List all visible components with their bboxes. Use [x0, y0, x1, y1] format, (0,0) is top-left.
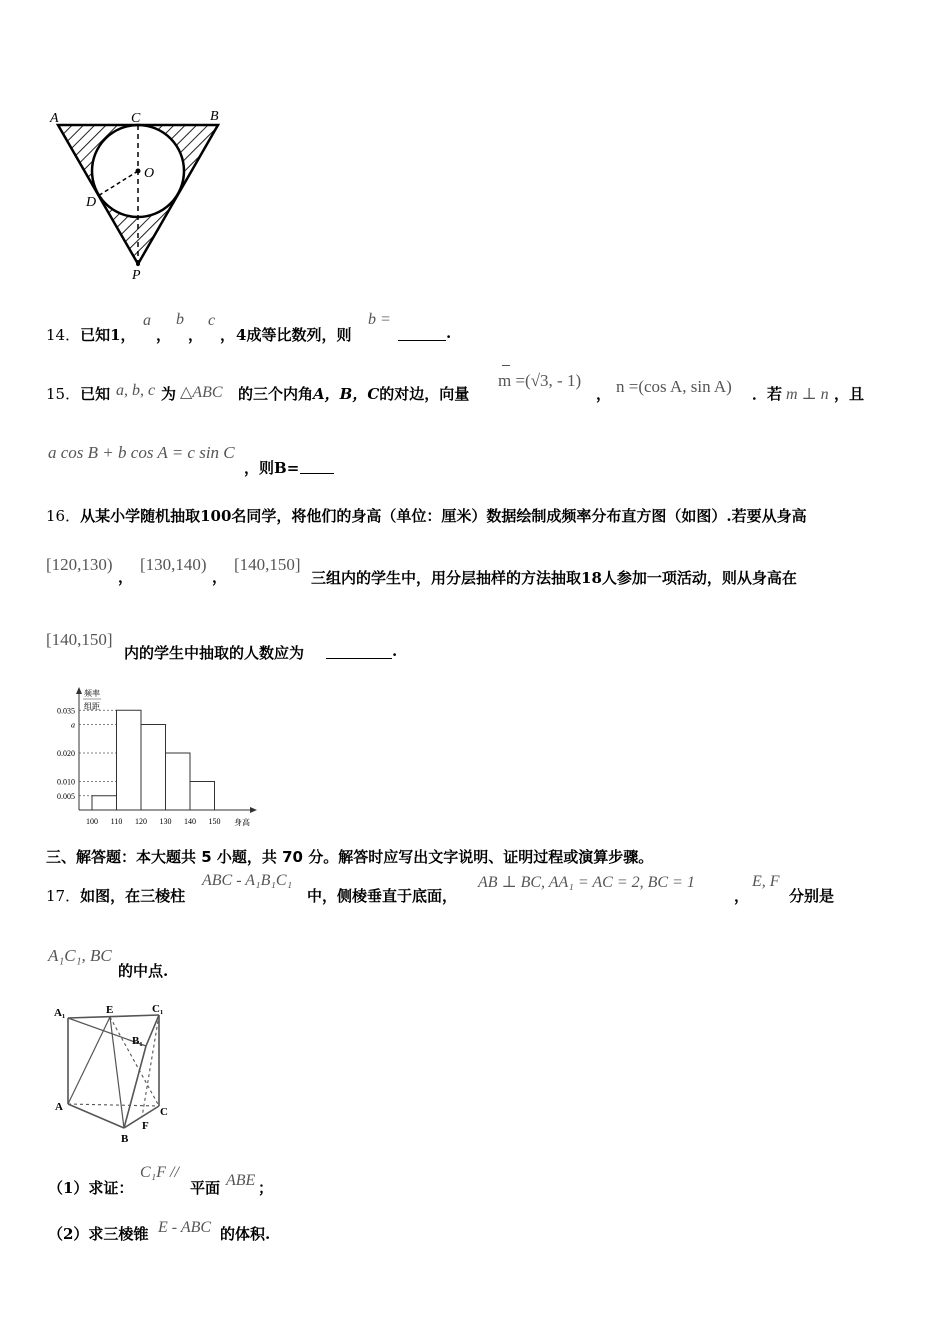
- q17-segments: A₁C₁, BC: [48, 946, 112, 965]
- y-tick-label: 0.035: [57, 706, 75, 716]
- q15-and: ，且: [834, 385, 865, 403]
- q16-comma-2: ，: [212, 568, 228, 586]
- histogram-bar: [141, 725, 166, 811]
- q16-n100: 100: [200, 507, 232, 525]
- q15-m-arrow: [502, 365, 510, 366]
- edge-ec-dashed: [110, 1017, 159, 1106]
- q14-pre: 已知: [80, 326, 111, 344]
- y-tick-label: 0.020: [57, 749, 75, 758]
- q15-ask-b: B=: [274, 459, 300, 477]
- x-tick-label: 150: [208, 817, 221, 826]
- frequency-histogram: [44, 684, 264, 834]
- q17-part2-expr: E - ABC: [158, 1219, 212, 1236]
- q14-comma-4: ，: [220, 326, 236, 344]
- question-16-line2: [311, 567, 797, 588]
- label-a1: A₁: [54, 1007, 66, 1019]
- q17-ef: E, F: [752, 873, 780, 890]
- label-b1: B₁: [132, 1035, 143, 1047]
- q15-vector-m: m =(√3, - 1): [498, 371, 582, 390]
- q17-part1-abe: ABE: [226, 1172, 256, 1189]
- q14-comma-2: ，: [156, 326, 172, 344]
- q17-prism: ABC - A₁B₁C₁: [202, 872, 293, 889]
- q15-comma: ，: [596, 385, 612, 403]
- q15-pre: 已知: [80, 385, 111, 403]
- q14-end: .: [446, 324, 452, 342]
- q14-number: 14．: [46, 326, 81, 344]
- label-p: P: [132, 268, 141, 283]
- q14-answer-blank[interactable]: [398, 326, 446, 341]
- q15-perp: m ⊥ n: [786, 386, 829, 403]
- q14-b-expr: b =: [368, 311, 391, 328]
- q15-then: ，则: [244, 459, 275, 477]
- question-14: [46, 324, 136, 345]
- edge-eb: [110, 1017, 124, 1128]
- q17-resp: 分别是: [789, 887, 835, 905]
- q16-answer-blank[interactable]: [326, 644, 392, 659]
- q16-line1: 从某小学随机抽取: [80, 507, 201, 525]
- q17-part1-expr: C₁F //: [140, 1164, 179, 1181]
- y-axis-label-top: 频率: [84, 689, 100, 698]
- x-axis-arrow: [250, 807, 257, 813]
- label-c: C: [131, 111, 141, 126]
- q16-interval-3: [140,150]: [234, 555, 301, 574]
- q17-part2-end: 的体积.: [220, 1225, 271, 1243]
- q17-part2-label: （2）求三棱锥: [48, 1225, 149, 1243]
- question-15: [46, 383, 110, 404]
- label-a: A: [55, 1101, 63, 1113]
- y-axis-label-bottom: 组距: [84, 702, 100, 711]
- label-b: B: [121, 1133, 129, 1145]
- question-16-line1: [46, 505, 807, 526]
- q15-is: 为: [161, 385, 177, 403]
- q17-pre: 如图，在三棱柱: [80, 887, 186, 905]
- histogram-bar: [190, 782, 215, 811]
- q16-end: .: [392, 642, 398, 660]
- histogram-bar: [166, 753, 191, 810]
- q17-part1-label: （1）求证：: [48, 1179, 134, 1197]
- histogram-bar: [117, 710, 142, 810]
- q14-comma: ，: [120, 326, 136, 344]
- q17-mids: 的中点.: [118, 962, 169, 980]
- x-tick-label: 130: [159, 817, 172, 826]
- q14-c: c: [208, 312, 216, 329]
- q17-part1-end: ；: [258, 1179, 274, 1197]
- y-tick-label: a: [71, 720, 75, 730]
- label-o: O: [144, 166, 155, 181]
- label-e: E: [106, 1004, 114, 1016]
- edge-ab: [68, 1104, 124, 1128]
- q14-one: 1: [110, 326, 121, 344]
- triangle-incircle-figure: [40, 100, 240, 290]
- q15-ask: [244, 457, 299, 478]
- q16-line2: 三组内的学生中，用分层抽样的方法抽取: [311, 569, 582, 587]
- q15-desc-2: 的对边，向量: [379, 385, 470, 403]
- q15-angles: A，B，C: [313, 385, 380, 403]
- q16-line2b: 人参加一项活动，则从身高在: [601, 569, 797, 587]
- q15-vars: a, b, c: [116, 382, 156, 399]
- label-d: D: [86, 195, 97, 210]
- q14-mid: [236, 324, 351, 345]
- q15-desc-1: 的三个内角: [238, 385, 314, 403]
- q17-condition: AB ⊥ BC, AA₁ = AC = 2, BC = 1: [478, 874, 695, 891]
- x-tick-label: 140: [184, 817, 196, 826]
- center-o: [136, 169, 141, 174]
- histogram-bar: [92, 796, 117, 810]
- q16-interval-1: [120,130): [46, 555, 113, 574]
- section-3-title: 三、解答题：本大题共 5 小题，共 70 分。解答时应写出文字说明、证明过程或演算步骤。: [46, 848, 654, 866]
- q17-part1-plane: 平面: [190, 1179, 221, 1197]
- q14-b: b: [176, 311, 184, 328]
- point-p: [136, 262, 140, 266]
- q15-triangle: △ABC: [180, 384, 223, 401]
- edge-c1b1: [146, 1015, 159, 1046]
- q17-number: 17．: [46, 887, 81, 905]
- q14-a: a: [143, 312, 151, 329]
- q16-n18: 18: [581, 569, 602, 587]
- y-tick-label: 0.010: [57, 777, 75, 787]
- question-17: [46, 885, 185, 906]
- triangular-prism-figure: [46, 998, 176, 1148]
- q15-equation: a cos B + b cos A = c sin C: [48, 443, 235, 462]
- label-c1: C₁: [152, 1003, 164, 1015]
- label-a: A: [50, 111, 59, 126]
- x-tick-label: 100: [86, 817, 98, 826]
- q16-interval-4: [140,150]: [46, 630, 113, 649]
- q16-line1b: 名同学，将他们的身高（单位：厘米）数据绘制成频率分布直方图（如图）.若要从身高: [231, 507, 807, 525]
- x-axis-label: 身高: [234, 818, 250, 827]
- q15-answer-blank[interactable]: [300, 459, 334, 474]
- q17-mid: 中，侧棱垂直于底面，: [307, 887, 458, 905]
- q15-if: ．若: [752, 385, 783, 403]
- q14-four: 4: [236, 326, 247, 344]
- edge-a1c1: [68, 1015, 159, 1018]
- x-tick-label: 120: [135, 817, 147, 826]
- x-tick-label: 110: [110, 817, 123, 826]
- y-tick-label: 0.005: [57, 791, 75, 801]
- q17-comma: ，: [734, 887, 750, 905]
- q15-desc: [238, 383, 469, 404]
- label-b: B: [210, 109, 219, 124]
- q16-line3: 内的学生中抽取的人数应为: [124, 644, 305, 662]
- label-c: C: [160, 1106, 168, 1118]
- y-axis-arrow: [76, 687, 82, 694]
- q15-vector-n: n =(cos A, sin A): [616, 377, 732, 396]
- edge-ae: [68, 1017, 110, 1104]
- q16-interval-2: [130,140): [140, 555, 207, 574]
- edge-ac-dashed: [68, 1104, 159, 1106]
- q16-comma-1: ，: [118, 568, 134, 586]
- q14-mid-text: 成等比数列，则: [246, 326, 352, 344]
- q15-number: 15．: [46, 385, 81, 403]
- q16-number: 16．: [46, 507, 81, 525]
- label-f: F: [142, 1120, 149, 1132]
- q14-comma-3: ，: [188, 326, 204, 344]
